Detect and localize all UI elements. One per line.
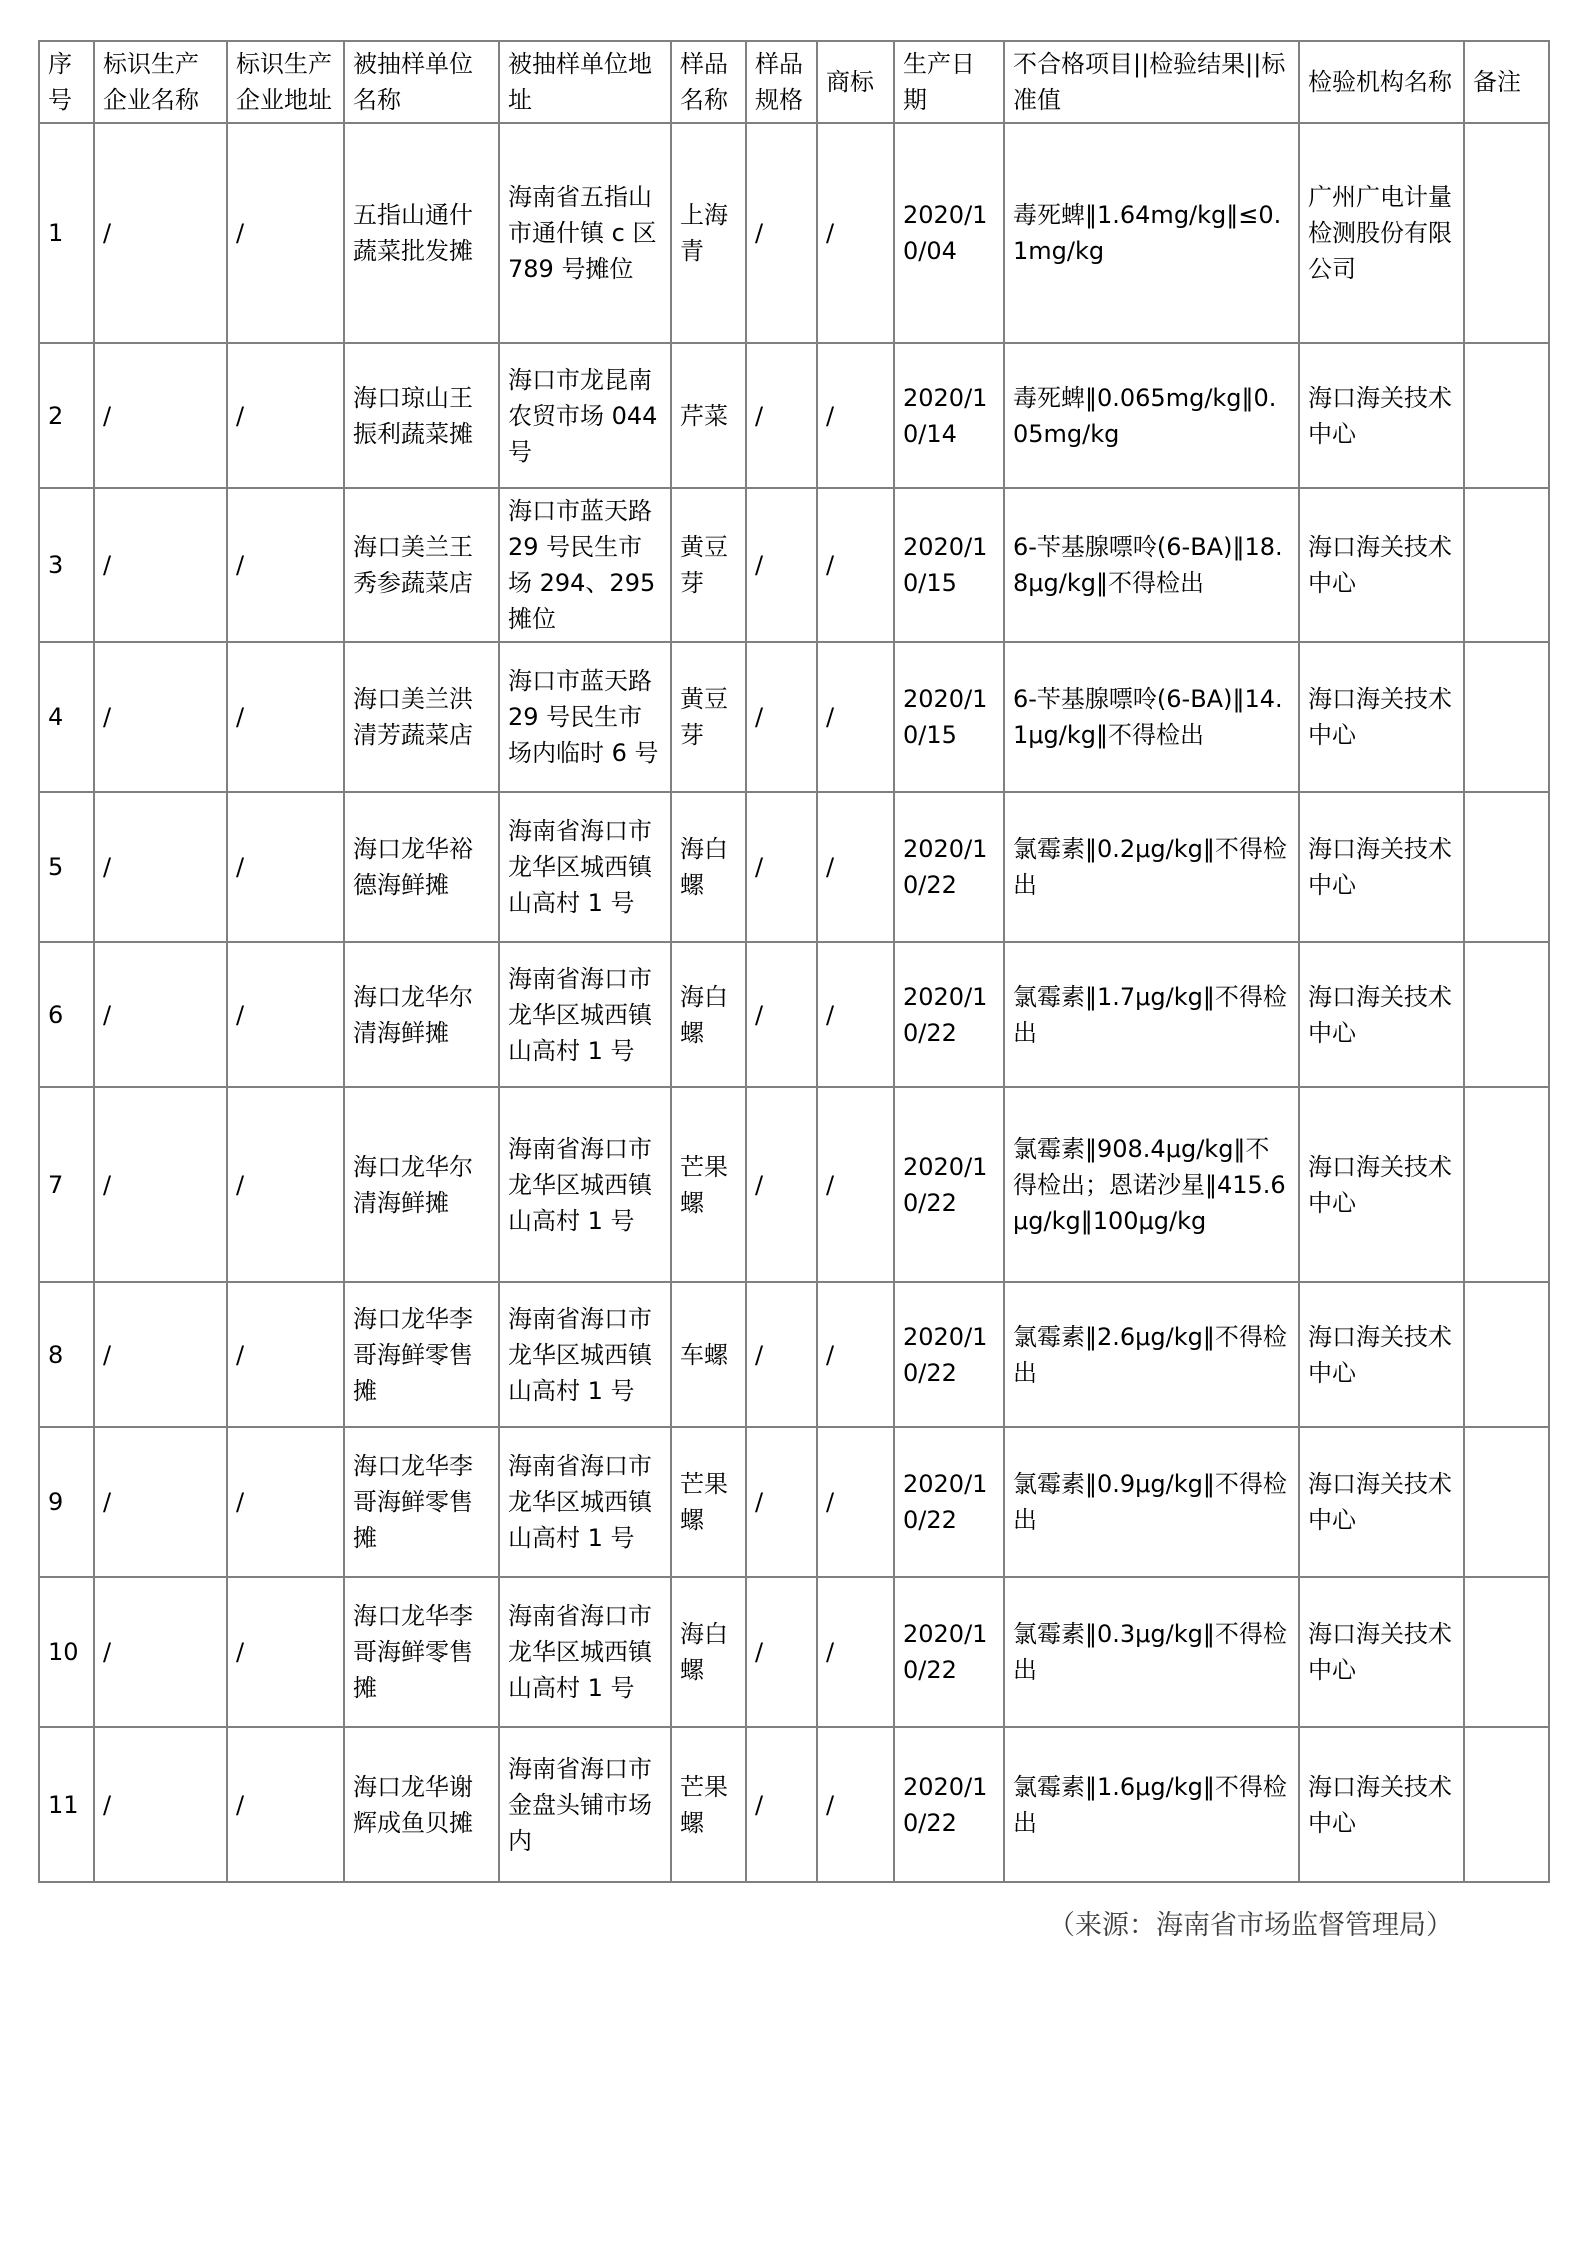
table-cell: / — [227, 642, 344, 792]
table-cell: 3 — [39, 488, 94, 642]
table-cell: / — [746, 1727, 817, 1882]
table-cell: 氯霉素‖0.9μg/kg‖不得检出 — [1004, 1427, 1299, 1577]
table-cell: / — [227, 1087, 344, 1282]
column-header: 检验机构名称 — [1299, 41, 1464, 123]
table-cell — [1464, 642, 1549, 792]
table-cell: / — [94, 942, 227, 1087]
table-cell: 海南省海口市金盘头铺市场内 — [499, 1727, 671, 1882]
column-header: 样品规格 — [746, 41, 817, 123]
table-cell: 毒死蜱‖1.64mg/kg‖≤0.1mg/kg — [1004, 123, 1299, 343]
table-cell: 上海青 — [671, 123, 746, 343]
table-cell: 海口海关技术中心 — [1299, 1087, 1464, 1282]
table-cell: / — [817, 1087, 894, 1282]
table-cell: / — [817, 942, 894, 1087]
column-header: 不合格项目||检验结果||标准值 — [1004, 41, 1299, 123]
table-cell: 6 — [39, 942, 94, 1087]
table-cell: 10 — [39, 1577, 94, 1727]
table-cell: 海口海关技术中心 — [1299, 1427, 1464, 1577]
table-cell: 海口海关技术中心 — [1299, 642, 1464, 792]
table-row — [39, 1282, 1549, 1427]
table-cell: 海南省五指山市通什镇 c 区 789 号摊位 — [499, 123, 671, 343]
table-cell: / — [94, 1427, 227, 1577]
table-cell — [1464, 343, 1549, 488]
table-cell: / — [817, 123, 894, 343]
table-cell: 氯霉素‖1.7μg/kg‖不得检出 — [1004, 942, 1299, 1087]
table-cell: / — [94, 488, 227, 642]
column-header: 标识生产企业名称 — [94, 41, 227, 123]
table-cell: 氯霉素‖1.6μg/kg‖不得检出 — [1004, 1727, 1299, 1882]
table-cell: 海南省海口市龙华区城西镇山高村 1 号 — [499, 1087, 671, 1282]
column-header: 被抽样单位地址 — [499, 41, 671, 123]
table-cell — [1464, 942, 1549, 1087]
table-cell: / — [746, 1087, 817, 1282]
table-cell: 海口龙华谢辉成鱼贝摊 — [344, 1727, 499, 1882]
table-cell: 五指山通什蔬菜批发摊 — [344, 123, 499, 343]
table-cell: / — [94, 1282, 227, 1427]
table-cell — [1464, 1427, 1549, 1577]
table-cell: 1 — [39, 123, 94, 343]
table-row — [39, 1577, 1549, 1727]
column-header: 被抽样单位名称 — [344, 41, 499, 123]
table-cell — [1464, 1577, 1549, 1727]
table-cell — [1464, 792, 1549, 942]
source-attribution: （来源：海南省市场监督管理局） — [1048, 1910, 1453, 1940]
table-cell: 氯霉素‖908.4μg/kg‖不得检出；恩诺沙星‖415.6μg/kg‖100μg/kg — [1004, 1087, 1299, 1282]
table-cell: / — [817, 1727, 894, 1882]
table-cell: 2020/10/22 — [894, 1727, 1004, 1882]
table-cell: 海口龙华尔清海鲜摊 — [344, 942, 499, 1087]
table-cell: 氯霉素‖0.2μg/kg‖不得检出 — [1004, 792, 1299, 942]
table-cell: 2020/10/22 — [894, 1577, 1004, 1727]
table-cell: 5 — [39, 792, 94, 942]
table-row — [39, 343, 1549, 488]
table-cell: / — [746, 1282, 817, 1427]
table-cell: / — [227, 488, 344, 642]
table-cell: 海口龙华裕德海鲜摊 — [344, 792, 499, 942]
table-cell: 6-苄基腺嘌呤(6-BA)‖18.8μg/kg‖不得检出 — [1004, 488, 1299, 642]
table-cell: 2020/10/22 — [894, 1427, 1004, 1577]
table-cell: 黄豆芽 — [671, 488, 746, 642]
table-cell: 2020/10/22 — [894, 1282, 1004, 1427]
sampling-results-table — [38, 40, 1550, 1883]
table-cell: / — [746, 343, 817, 488]
table-cell: / — [817, 1427, 894, 1577]
column-header: 标识生产企业地址 — [227, 41, 344, 123]
column-header: 样品名称 — [671, 41, 746, 123]
table-cell: 海口龙华李哥海鲜零售摊 — [344, 1427, 499, 1577]
column-header: 序号 — [39, 41, 94, 123]
table-cell: 海口海关技术中心 — [1299, 1727, 1464, 1882]
column-header: 生产日期 — [894, 41, 1004, 123]
table-cell: 海口美兰王秀参蔬菜店 — [344, 488, 499, 642]
table-row — [39, 1087, 1549, 1282]
table-cell: / — [746, 1577, 817, 1727]
table-cell: 8 — [39, 1282, 94, 1427]
table-row — [39, 1727, 1549, 1882]
table-cell: 广州广电计量检测股份有限公司 — [1299, 123, 1464, 343]
table-cell — [1464, 1087, 1549, 1282]
table-cell: / — [227, 1427, 344, 1577]
table-cell: 2 — [39, 343, 94, 488]
table-cell: 黄豆芽 — [671, 642, 746, 792]
table-cell: 芒果螺 — [671, 1727, 746, 1882]
column-header: 备注 — [1464, 41, 1549, 123]
table-row — [39, 642, 1549, 792]
table-cell: 海口美兰洪清芳蔬菜店 — [344, 642, 499, 792]
table-cell: 2020/10/22 — [894, 1087, 1004, 1282]
table-cell — [1464, 488, 1549, 642]
table-cell: / — [94, 343, 227, 488]
table-cell: / — [94, 1577, 227, 1727]
table-row — [39, 792, 1549, 942]
table-cell: / — [94, 123, 227, 343]
table-cell: / — [746, 123, 817, 343]
table-cell: 氯霉素‖0.3μg/kg‖不得检出 — [1004, 1577, 1299, 1727]
table-cell: / — [746, 488, 817, 642]
table-cell: 4 — [39, 642, 94, 792]
table-cell — [1464, 1727, 1549, 1882]
table-cell: / — [94, 642, 227, 792]
table-cell: 海口海关技术中心 — [1299, 942, 1464, 1087]
table-row — [39, 123, 1549, 343]
table-cell: 海口海关技术中心 — [1299, 488, 1464, 642]
table-cell: / — [227, 792, 344, 942]
table-cell: 芒果螺 — [671, 1427, 746, 1577]
table-cell: 9 — [39, 1427, 94, 1577]
table-cell: / — [227, 942, 344, 1087]
table-cell: / — [817, 1577, 894, 1727]
table-row — [39, 488, 1549, 642]
table-cell: 海口市蓝天路 29 号民生市场 294、295 摊位 — [499, 488, 671, 642]
table-cell: / — [817, 792, 894, 942]
table-cell — [1464, 123, 1549, 343]
table-cell: 海白螺 — [671, 1577, 746, 1727]
table-cell: / — [227, 1282, 344, 1427]
table-cell: 芒果螺 — [671, 1087, 746, 1282]
table-cell: / — [746, 642, 817, 792]
table-cell: 海南省海口市龙华区城西镇山高村 1 号 — [499, 942, 671, 1087]
table-cell: 7 — [39, 1087, 94, 1282]
table-cell: 毒死蜱‖0.065mg/kg‖0.05mg/kg — [1004, 343, 1299, 488]
table-cell: 2020/10/22 — [894, 942, 1004, 1087]
table-cell: / — [227, 1577, 344, 1727]
table-cell: 2020/10/22 — [894, 792, 1004, 942]
table-cell: / — [227, 1727, 344, 1882]
table-cell: 2020/10/04 — [894, 123, 1004, 343]
table-cell: 海口海关技术中心 — [1299, 343, 1464, 488]
table-cell: / — [817, 343, 894, 488]
table-cell: 芹菜 — [671, 343, 746, 488]
table-cell: 车螺 — [671, 1282, 746, 1427]
table-cell: 海口海关技术中心 — [1299, 792, 1464, 942]
table-cell: 6-苄基腺嘌呤(6-BA)‖14.1μg/kg‖不得检出 — [1004, 642, 1299, 792]
table-cell: 海口龙华李哥海鲜零售摊 — [344, 1577, 499, 1727]
table-cell: / — [746, 942, 817, 1087]
table-cell: / — [227, 343, 344, 488]
table-cell: 11 — [39, 1727, 94, 1882]
table-cell: / — [94, 1727, 227, 1882]
table-cell: / — [746, 1427, 817, 1577]
table-cell: / — [746, 792, 817, 942]
table-cell: / — [817, 642, 894, 792]
table-cell: 海口琼山王振利蔬菜摊 — [344, 343, 499, 488]
table-cell: / — [94, 792, 227, 942]
table-cell: 海南省海口市龙华区城西镇山高村 1 号 — [499, 792, 671, 942]
table-cell: 海南省海口市龙华区城西镇山高村 1 号 — [499, 1577, 671, 1727]
column-header: 商标 — [817, 41, 894, 123]
table-cell: / — [94, 1087, 227, 1282]
table-cell: 氯霉素‖2.6μg/kg‖不得检出 — [1004, 1282, 1299, 1427]
table-row — [39, 1427, 1549, 1577]
table-cell: 海口龙华尔清海鲜摊 — [344, 1087, 499, 1282]
table-cell: / — [227, 123, 344, 343]
table-cell — [1464, 1282, 1549, 1427]
table-cell: 海南省海口市龙华区城西镇山高村 1 号 — [499, 1282, 671, 1427]
table-cell: 2020/10/14 — [894, 343, 1004, 488]
table-header-row — [39, 41, 1549, 123]
table-cell: 海口龙华李哥海鲜零售摊 — [344, 1282, 499, 1427]
table-cell: / — [817, 1282, 894, 1427]
table-cell: 海白螺 — [671, 942, 746, 1087]
table-cell: 海白螺 — [671, 792, 746, 942]
table-row — [39, 942, 1549, 1087]
table-cell: 海口市龙昆南农贸市场 044 号 — [499, 343, 671, 488]
table-cell: / — [817, 488, 894, 642]
table-cell: 海口海关技术中心 — [1299, 1282, 1464, 1427]
table-cell: 海南省海口市龙华区城西镇山高村 1 号 — [499, 1427, 671, 1577]
table-cell: 海口海关技术中心 — [1299, 1577, 1464, 1727]
table-cell: 2020/10/15 — [894, 642, 1004, 792]
table-cell: 海口市蓝天路 29 号民生市场内临时 6 号 — [499, 642, 671, 792]
table-cell: 2020/10/15 — [894, 488, 1004, 642]
